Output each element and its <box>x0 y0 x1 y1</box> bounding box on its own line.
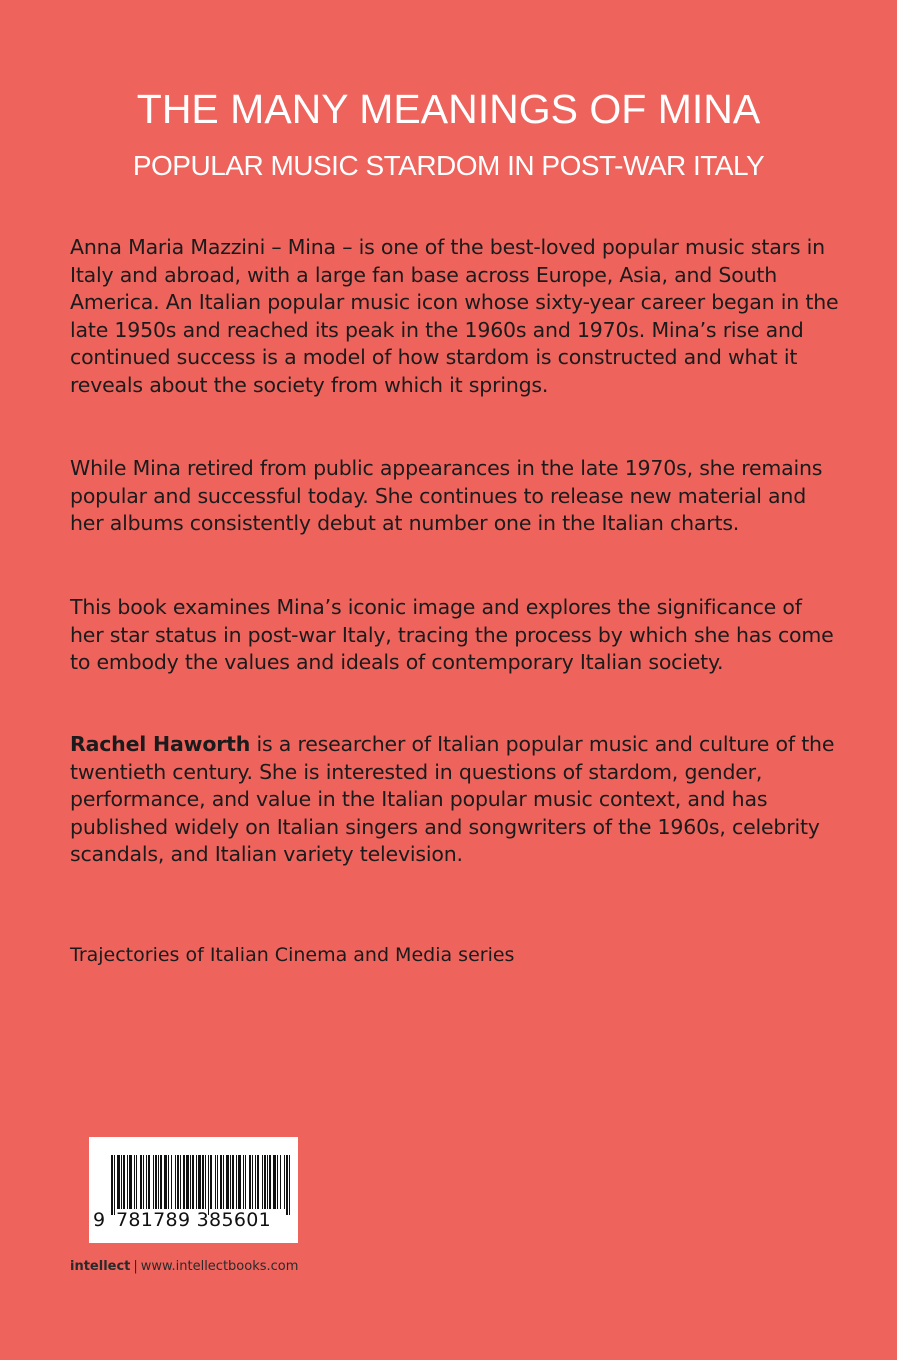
barcode-bar <box>262 1155 263 1209</box>
barcode-bar <box>273 1155 276 1209</box>
barcode-bar <box>121 1155 122 1209</box>
barcode-bar <box>148 1155 150 1209</box>
barcode-bar <box>257 1155 259 1209</box>
barcode-bar <box>289 1155 290 1215</box>
isbn-barcode <box>89 1137 298 1243</box>
author-bio-text: is a researcher of Italian popular music and culture of the twentieth century. She is interested in questions of stardom, gender, performance, and value in the Italian popular music context, and has published widely on Italian singers and songwriters of the 1960s, celebrity scandals, and Italian variety television. <box>70 732 835 866</box>
isbn-digits: 781789 385601 <box>116 1209 271 1231</box>
barcode-bar <box>140 1155 142 1209</box>
author-bio <box>70 731 840 869</box>
barcode-bar <box>243 1155 244 1209</box>
barcode-bar <box>202 1155 204 1209</box>
barcode-bar <box>171 1155 172 1209</box>
barcode-bar <box>164 1155 167 1209</box>
barcode-bar <box>114 1155 115 1215</box>
barcode-bar <box>177 1155 179 1209</box>
barcode-bar <box>277 1155 278 1209</box>
barcode-bar <box>134 1155 135 1209</box>
barcode-bar <box>168 1155 169 1209</box>
publisher-separator: | <box>133 1259 138 1274</box>
author-name: Rachel Haworth <box>70 732 251 756</box>
barcode-bar <box>280 1155 281 1209</box>
barcode-bar <box>146 1155 147 1209</box>
barcode-bar <box>111 1155 113 1215</box>
barcode-bar <box>183 1155 185 1209</box>
barcode-bar <box>267 1155 268 1209</box>
barcode-bar <box>158 1155 159 1209</box>
barcode-bar <box>249 1155 251 1209</box>
book-subtitle: POPULAR MUSIC STARDOM IN POST-WAR ITALY <box>132 150 765 181</box>
barcode-bar <box>196 1155 197 1209</box>
barcode-bar <box>255 1155 256 1209</box>
barcode-bar <box>155 1155 157 1209</box>
barcode-bar <box>264 1155 266 1209</box>
barcode-bar <box>252 1155 253 1209</box>
barcode-bar <box>129 1155 132 1209</box>
barcode-bar <box>238 1155 241 1209</box>
barcode-bar <box>217 1155 218 1209</box>
barcode-bar <box>245 1155 246 1209</box>
barcode-bar <box>192 1155 194 1209</box>
barcode-bar <box>198 1155 201 1209</box>
blurb-paragraph-3: This book examines Mina’s iconic image and explores the significance of her star status in post-war Italy, tracing the process by which she has come to embody the values and ideals of contemporary Italian society. <box>70 595 834 674</box>
barcode-bar <box>208 1155 209 1215</box>
barcode-bar <box>210 1155 212 1209</box>
barcode-bar <box>136 1155 137 1209</box>
barcode-bar <box>190 1155 191 1209</box>
publisher-brand: intellect <box>70 1259 131 1274</box>
barcode-bar <box>286 1155 288 1215</box>
barcode-bar <box>186 1155 189 1209</box>
blurb-paragraph-1: Anna Maria Mazzini – Mina – is one of the best-loved popular music stars in Italy and abroad, with a large fan base across Europe, Asia, and South America. An Italian popular music icon whose sixty-year career began in the late 1950s and reached its peak in the 1960s and 1970s. Mina’s rise and continued success is a model of how stardom is constructed and what it reveals about the society from which it springs. <box>70 235 839 397</box>
barcode-bar <box>123 1155 125 1209</box>
publisher-url: www.intellectbooks.com <box>140 1259 299 1274</box>
barcode-bar <box>269 1155 271 1209</box>
barcode-bar <box>226 1155 229 1209</box>
barcode-bar <box>232 1155 234 1209</box>
barcode-bar <box>284 1155 285 1209</box>
barcode-bar <box>117 1155 120 1209</box>
barcode-bar <box>127 1155 128 1209</box>
barcode-bar <box>230 1155 231 1209</box>
publisher-line <box>70 1259 298 1274</box>
isbn-prefix-digit: 9 <box>93 1209 106 1231</box>
barcode-bar <box>160 1155 162 1209</box>
barcode-bar <box>180 1155 181 1209</box>
series-name: Trajectories of Italian Cinema and Media series <box>70 944 515 966</box>
blurb-paragraph-2: While Mina retired from public appearances in the late 1970s, she remains popular and successful today. She continues to release new material and her albums consistently debut at number one in the Italian charts. <box>70 456 823 535</box>
barcode-bar <box>143 1155 144 1209</box>
barcode-bar <box>220 1155 222 1209</box>
barcode-bar <box>205 1155 206 1209</box>
barcode-bar <box>236 1155 237 1209</box>
barcode-bar <box>153 1155 154 1209</box>
barcode-bar <box>223 1155 224 1209</box>
barcode-bar <box>175 1155 176 1209</box>
barcode-bar <box>215 1155 216 1209</box>
book-title: THE MANY MEANINGS OF MINA <box>136 86 761 132</box>
